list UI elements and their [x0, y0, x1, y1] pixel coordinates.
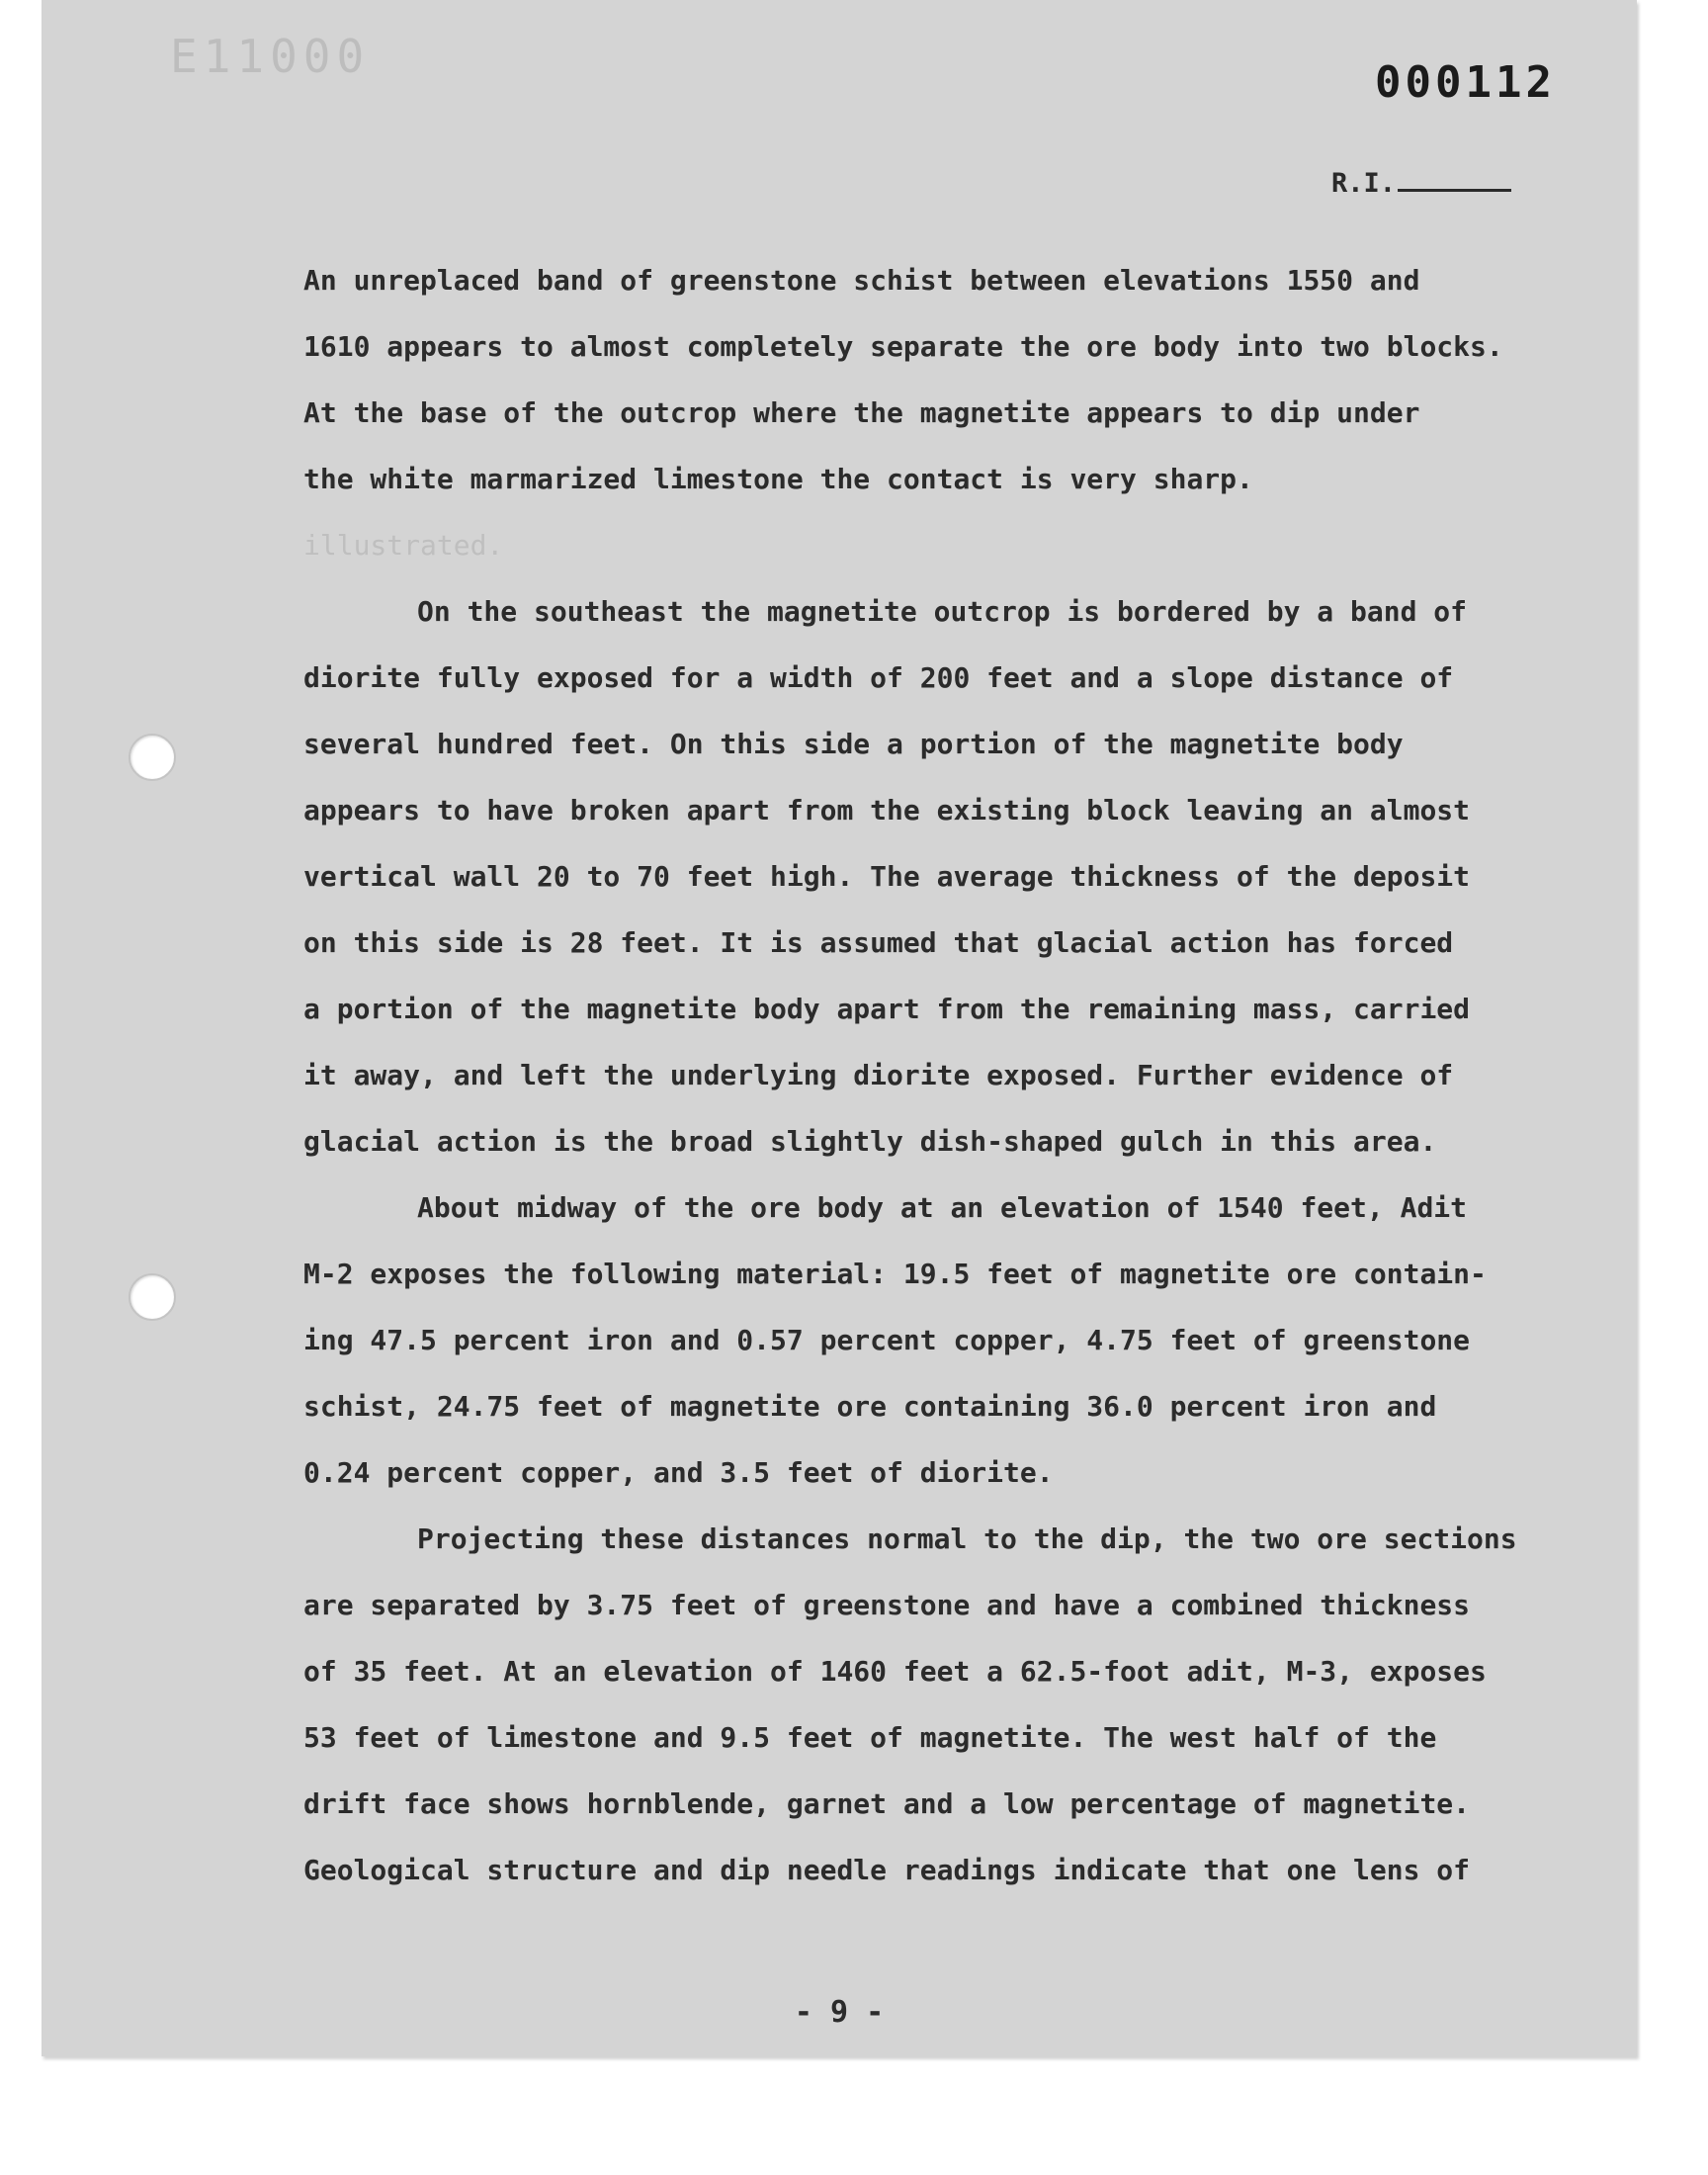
paragraph-4 — [303, 1506, 1549, 1903]
binder-hole — [128, 734, 176, 781]
paragraph-2 — [303, 578, 1549, 1174]
text-line: 0.24 percent copper, and 3.5 feet of diorite. — [303, 1456, 1054, 1489]
paragraph-1 — [303, 247, 1549, 578]
text-line: vertical wall 20 to 70 feet high. The average thickness of the deposit — [303, 860, 1471, 893]
text-line: Geological structure and dip needle readings indicate that one lens of — [303, 1854, 1471, 1886]
erased-text-line: illustrated. — [303, 529, 504, 562]
ri-label-text: R.I. — [1331, 168, 1397, 199]
text-line: Projecting these distances normal to the dip, the two ore sections — [417, 1522, 1517, 1555]
text-line: M-2 exposes the following material: 19.5 feet of magnetite ore contain- — [303, 1258, 1487, 1290]
text-line: 53 feet of limestone and 9.5 feet of magnetite. The west half of the — [303, 1721, 1437, 1754]
text-line: are separated by 3.75 feet of greenstone and have a combined thickness — [303, 1589, 1471, 1621]
text-line: a portion of the magnetite body apart from the remaining mass, carried — [303, 993, 1471, 1025]
text-line: on this side is 28 feet. It is assumed that glacial action has forced — [303, 926, 1454, 959]
text-line: several hundred feet. On this side a portion of the magnetite body — [303, 728, 1404, 760]
text-line: drift face shows hornblende, garnet and a low percentage of magnetite. — [303, 1787, 1471, 1820]
binder-hole — [128, 1273, 176, 1321]
text-line: About midway of the ore body at an elevation of 1540 feet, Adit — [417, 1191, 1468, 1224]
text-line: appears to have broken apart from the existing block leaving an almost — [303, 794, 1471, 826]
body-text — [303, 247, 1549, 1903]
ri-label — [1331, 168, 1511, 199]
text-line: glacial action is the broad slightly dish-shaped gulch in this area. — [303, 1125, 1437, 1158]
document-stamp-number: 000112 — [1375, 57, 1556, 108]
text-line: the white marmarized limestone the contact is very sharp. — [303, 463, 1253, 495]
text-line: of 35 feet. At an elevation of 1460 feet a 62.5-foot adit, M-3, exposes — [303, 1655, 1487, 1688]
text-line: An unreplaced band of greenstone schist between elevations 1550 and — [303, 264, 1420, 297]
text-line: diorite fully exposed for a width of 200 feet and a slope distance of — [303, 661, 1454, 694]
paragraph-3 — [303, 1174, 1549, 1506]
document-page — [42, 0, 1637, 2056]
faded-stamp-number: E11000 — [170, 30, 371, 83]
text-line: it away, and left the underlying diorite exposed. Further evidence of — [303, 1059, 1454, 1091]
ri-blank-line — [1398, 189, 1511, 192]
text-line: On the southeast the magnetite outcrop is bordered by a band of — [417, 595, 1468, 628]
page-number: - 9 - — [794, 1995, 885, 2030]
text-line: 1610 appears to almost completely separate the ore body into two blocks. — [303, 330, 1503, 363]
text-line: At the base of the outcrop where the magnetite appears to dip under — [303, 396, 1420, 429]
text-line: schist, 24.75 feet of magnetite ore containing 36.0 percent iron and — [303, 1390, 1437, 1423]
text-line: ing 47.5 percent iron and 0.57 percent copper, 4.75 feet of greenstone — [303, 1324, 1471, 1356]
